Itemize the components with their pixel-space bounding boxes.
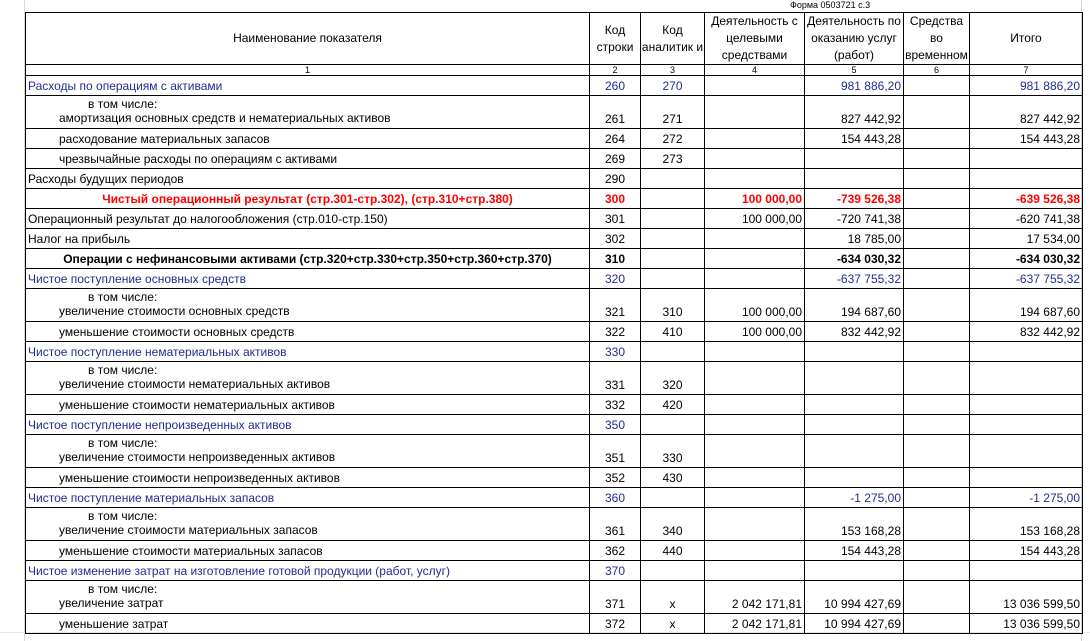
row-col6-cell[interactable] [904,269,970,289]
row-col4-cell[interactable]: 100 000,00 [705,189,805,209]
table-row [26,541,1083,561]
row-name-cell[interactable] [26,189,590,209]
header-row [26,13,1083,65]
table-row [26,76,1083,96]
row-col4-cell[interactable] [705,249,805,269]
row-col4-cell[interactable]: 100 000,00 [705,322,805,342]
row-col7-cell[interactable]: 154 443,28 [970,129,1083,149]
row-label: уменьшение стоимости основных средств [59,324,295,339]
row-subheading: в том числе: [88,363,158,377]
table-row [26,395,1083,415]
row-col4-cell[interactable] [705,395,805,415]
row-code-cell[interactable]: 362 [590,541,641,561]
header-num[interactable]: 7 [970,65,1083,76]
row-col4-cell[interactable]: 100 000,00 [705,289,805,322]
row-col4-cell[interactable] [705,229,805,249]
header-num[interactable]: 2 [590,65,641,76]
row-code-cell[interactable]: 352 [590,468,641,488]
header-name[interactable]: Наименование показателя [26,13,590,65]
row-col5-cell[interactable] [805,342,904,362]
table-row [26,289,1083,322]
row-col6-cell[interactable] [904,395,970,415]
row-col5-cell[interactable] [805,435,904,468]
row-label: Чистое поступление материальных запасов [28,490,275,505]
header-num[interactable]: 5 [805,65,904,76]
row-analytic-code-cell[interactable]: х [641,614,705,634]
row-code-cell[interactable]: 321 [590,289,641,322]
row-col6-cell[interactable] [904,289,970,322]
row-col4-cell[interactable] [705,129,805,149]
row-col5-cell[interactable]: 832 442,92 [805,322,904,342]
row-col4-cell[interactable] [705,342,805,362]
row-col4-cell[interactable] [705,435,805,468]
table-row [26,209,1083,229]
row-label: амортизация основных средств и нематериальных активов [59,111,391,125]
row-analytic-code-cell[interactable] [641,229,705,249]
table-row [26,342,1083,362]
row-col4-cell[interactable] [705,362,805,395]
row-col6-cell[interactable] [904,96,970,129]
row-col4-cell[interactable] [705,269,805,289]
row-col5-cell[interactable]: -1 275,00 [805,488,904,508]
row-name-cell[interactable] [26,249,590,269]
row-col7-cell[interactable]: -1 275,00 [970,488,1083,508]
row-name-cell[interactable] [26,229,590,249]
row-analytic-code-cell[interactable]: 273 [641,149,705,169]
row-name-cell[interactable] [26,269,590,289]
row-col6-cell[interactable] [904,76,970,96]
row-col4-cell[interactable] [705,149,805,169]
row-col6-cell[interactable] [904,415,970,435]
row-name-cell[interactable] [26,561,590,581]
row-analytic-code-cell[interactable] [641,269,705,289]
row-subheading: в том числе: [88,97,158,111]
row-name-cell[interactable] [26,149,590,169]
row-col6-cell[interactable] [904,342,970,362]
table-row [26,129,1083,149]
row-label: Чистый операционный результат (стр.301-стр.302), (стр.310+стр.380) [102,191,513,206]
row-col6-cell[interactable] [904,508,970,541]
row-col4-cell[interactable]: 100 000,00 [705,209,805,229]
table-row [26,614,1083,634]
row-col5-cell[interactable] [805,362,904,395]
row-name-cell[interactable] [26,169,590,189]
row-analytic-code-cell[interactable]: 440 [641,541,705,561]
header-number-row [26,65,1083,76]
row-analytic-code-cell[interactable]: 410 [641,322,705,342]
row-col5-cell[interactable]: 153 168,28 [805,508,904,541]
row-col7-cell[interactable] [970,435,1083,468]
row-analytic-code-cell[interactable] [641,415,705,435]
row-col6-cell[interactable] [904,129,970,149]
row-col5-cell[interactable] [805,468,904,488]
row-code-cell[interactable]: 372 [590,614,641,634]
row-col7-cell[interactable]: 17 534,00 [970,229,1083,249]
row-subheading: в том числе: [88,582,158,596]
row-col7-cell[interactable]: 981 886,20 [970,76,1083,96]
row-analytic-code-cell[interactable] [641,189,705,209]
row-col6-cell[interactable] [904,209,970,229]
row-label: Операции с нефинансовыми активами (стр.320+стр.330+стр.350+стр.360+стр.370) [63,251,552,266]
row-code-cell[interactable]: 310 [590,249,641,269]
report-table [25,12,1083,634]
row-col4-cell[interactable] [705,561,805,581]
row-col6-cell[interactable] [904,541,970,561]
row-name-cell[interactable] [26,468,590,488]
row-col5-cell[interactable]: 154 443,28 [805,541,904,561]
row-col5-cell[interactable] [805,149,904,169]
row-col5-cell[interactable]: 827 442,92 [805,96,904,129]
row-col6-cell[interactable] [904,614,970,634]
row-analytic-code-cell[interactable] [641,209,705,229]
row-col5-cell[interactable]: -637 755,32 [805,269,904,289]
row-name-cell[interactable] [26,614,590,634]
row-col5-cell[interactable] [805,561,904,581]
row-code-cell[interactable]: 269 [590,149,641,169]
table-row [26,169,1083,189]
row-col4-cell[interactable] [705,488,805,508]
row-code-cell[interactable]: 301 [590,209,641,229]
row-col4-cell[interactable] [705,169,805,189]
row-analytic-code-cell[interactable]: 330 [641,435,705,468]
row-name-cell[interactable] [26,289,590,322]
row-subheading: в том числе: [88,290,158,304]
table-row [26,96,1083,129]
row-label: Чистое изменение затрат на изготовление готовой продукции (работ, услуг) [28,563,451,578]
row-col4-cell[interactable] [705,76,805,96]
row-label: уменьшение стоимости непроизведенных активов [59,470,340,485]
row-col6-cell[interactable] [904,561,970,581]
row-col5-cell[interactable]: 154 443,28 [805,129,904,149]
row-col4-cell[interactable] [705,415,805,435]
row-label: чрезвычайные расходы по операциям с активами [59,151,338,166]
table-row [26,581,1083,614]
row-name-cell[interactable] [26,415,590,435]
row-col4-cell[interactable] [705,541,805,561]
row-col7-cell[interactable] [970,149,1083,169]
row-col6-cell[interactable] [904,435,970,468]
row-col7-cell[interactable] [970,342,1083,362]
row-name-cell[interactable] [26,488,590,508]
row-col6-cell[interactable] [904,249,970,269]
table-row [26,435,1083,468]
row-code-cell[interactable]: 330 [590,342,641,362]
row-label: Налог на прибыль [28,231,131,246]
row-label: Чистое поступление нематериальных активов [28,344,287,359]
row-analytic-code-cell[interactable]: 420 [641,395,705,415]
table-row [26,415,1083,435]
row-label: Операционный результат до налогообложения (стр.010-стр.150) [28,211,388,226]
row-analytic-code-cell[interactable]: х [641,581,705,614]
row-col4-cell[interactable] [705,508,805,541]
row-col4-cell[interactable] [705,468,805,488]
row-name-cell[interactable] [26,76,590,96]
row-code-cell[interactable]: 370 [590,561,641,581]
row-code-cell[interactable]: 320 [590,269,641,289]
table-row [26,561,1083,581]
row-name-cell[interactable] [26,362,590,395]
row-code-cell[interactable]: 260 [590,76,641,96]
row-col5-cell[interactable]: 18 785,00 [805,229,904,249]
row-code-cell[interactable]: 332 [590,395,641,415]
row-code-cell[interactable]: 290 [590,169,641,189]
row-col6-cell[interactable] [904,229,970,249]
row-code-cell[interactable]: 302 [590,229,641,249]
header-col7[interactable]: Итого [970,13,1083,65]
row-col5-cell[interactable]: -739 526,38 [805,189,904,209]
row-col7-cell[interactable] [970,415,1083,435]
row-label: Чистое поступление основных средств [28,271,246,286]
row-col7-cell[interactable]: -620 741,38 [970,209,1083,229]
row-col4-cell[interactable]: 2 042 171,81 [705,614,805,634]
header-col6[interactable]: Средства во временном [904,13,970,65]
row-label: увеличение стоимости основных средств [59,304,290,318]
row-col5-cell[interactable] [805,169,904,189]
row-analytic-code-cell[interactable] [641,249,705,269]
table-row [26,189,1083,209]
row-label: Расходы будущих периодов [28,171,184,186]
row-col7-cell[interactable]: -634 030,32 [970,249,1083,269]
row-col5-cell[interactable]: 10 994 427,69 [805,614,904,634]
row-analytic-code-cell[interactable] [641,169,705,189]
row-code-cell[interactable]: 331 [590,362,641,395]
header-col4[interactable]: Деятельность с целевыми средствами [705,13,805,65]
row-analytic-code-cell[interactable] [641,488,705,508]
row-label: уменьшение стоимости нематериальных активов [59,397,335,412]
row-label: расходование материальных запасов [59,131,270,146]
table-row [26,149,1083,169]
row-col6-cell[interactable] [904,488,970,508]
form-label: Форма 0503721 с.3 [790,0,871,10]
row-name-cell[interactable] [26,129,590,149]
row-label: уменьшение затрат [59,616,169,631]
row-col7-cell[interactable] [970,395,1083,415]
row-col7-cell[interactable]: -637 755,32 [970,269,1083,289]
row-label: Расходы по операциям с активами [28,78,223,93]
row-col5-cell[interactable] [805,395,904,415]
row-col5-cell[interactable]: 194 687,60 [805,289,904,322]
row-name-cell[interactable] [26,395,590,415]
row-analytic-code-cell[interactable]: 310 [641,289,705,322]
row-col6-cell[interactable] [904,322,970,342]
table-row [26,488,1083,508]
row-label: увеличение затрат [59,596,164,610]
row-analytic-code-cell[interactable]: 430 [641,468,705,488]
row-col6-cell[interactable] [904,581,970,614]
row-label: увеличение стоимости непроизведенных активов [59,450,336,464]
row-code-cell[interactable]: 361 [590,508,641,541]
row-name-cell[interactable] [26,581,590,614]
header-num[interactable]: 4 [705,65,805,76]
row-col6-cell[interactable] [904,149,970,169]
row-analytic-code-cell[interactable]: 320 [641,362,705,395]
table-row [26,229,1083,249]
row-col6-cell[interactable] [904,189,970,209]
header-num[interactable]: 1 [26,65,590,76]
row-code-cell[interactable]: 322 [590,322,641,342]
row-col5-cell[interactable]: 981 886,20 [805,76,904,96]
row-code-cell[interactable]: 360 [590,488,641,508]
row-col7-cell[interactable]: -639 526,38 [970,189,1083,209]
row-col7-cell[interactable]: 13 036 599,50 [970,614,1083,634]
table-row [26,468,1083,488]
row-col6-cell[interactable] [904,362,970,395]
row-name-cell[interactable] [26,435,590,468]
row-analytic-code-cell[interactable] [641,561,705,581]
row-col7-cell[interactable]: 194 687,60 [970,289,1083,322]
row-subheading: в том числе: [88,436,158,450]
row-name-cell[interactable] [26,342,590,362]
table-row [26,362,1083,395]
row-col7-cell[interactable]: 154 443,28 [970,541,1083,561]
header-col5[interactable]: Деятельность по оказанию услуг (работ) [805,13,904,65]
row-code-cell[interactable]: 261 [590,96,641,129]
header-num[interactable]: 6 [904,65,970,76]
row-name-cell[interactable] [26,209,590,229]
row-analytic-code-cell[interactable] [641,342,705,362]
row-col7-cell[interactable] [970,169,1083,189]
row-name-cell[interactable] [26,541,590,561]
table-row [26,508,1083,541]
row-col4-cell[interactable]: 2 042 171,81 [705,581,805,614]
table-row [26,249,1083,269]
row-col7-cell[interactable] [970,561,1083,581]
table-row [26,269,1083,289]
row-col7-cell[interactable] [970,468,1083,488]
row-name-cell[interactable] [26,96,590,129]
table-row [26,322,1083,342]
row-label: увеличение стоимости материальных запасов [59,523,318,537]
row-code-cell[interactable]: 351 [590,435,641,468]
row-col7-cell[interactable] [970,362,1083,395]
row-col6-cell[interactable] [904,468,970,488]
row-col5-cell[interactable]: 10 994 427,69 [805,581,904,614]
row-label: уменьшение стоимости материальных запасов [59,543,323,558]
row-col5-cell[interactable] [805,415,904,435]
row-code-cell[interactable]: 350 [590,415,641,435]
row-col7-cell[interactable]: 153 168,28 [970,508,1083,541]
row-analytic-code-cell[interactable]: 271 [641,96,705,129]
row-name-cell[interactable] [26,508,590,541]
header-acode[interactable]: Код аналитик и [641,13,705,65]
row-col6-cell[interactable] [904,169,970,189]
row-name-cell[interactable] [26,322,590,342]
row-col7-cell[interactable]: 827 442,92 [970,96,1083,129]
row-label: увеличение стоимости нематериальных активов [59,377,331,391]
row-code-cell[interactable]: 264 [590,129,641,149]
header-num[interactable]: 3 [641,65,705,76]
row-analytic-code-cell[interactable]: 340 [641,508,705,541]
row-label: Чистое поступление непроизведенных активов [28,417,292,432]
row-subheading: в том числе: [88,509,158,523]
row-analytic-code-cell[interactable]: 272 [641,129,705,149]
row-col7-cell[interactable]: 832 442,92 [970,322,1083,342]
row-code-cell[interactable]: 371 [590,581,641,614]
row-col5-cell[interactable]: -634 030,32 [805,249,904,269]
row-col7-cell[interactable]: 13 036 599,50 [970,581,1083,614]
row-code-cell[interactable]: 300 [590,189,641,209]
header-code[interactable]: Код строки [590,13,641,65]
row-col5-cell[interactable]: -720 741,38 [805,209,904,229]
row-analytic-code-cell[interactable]: 270 [641,76,705,96]
row-col4-cell[interactable] [705,96,805,129]
